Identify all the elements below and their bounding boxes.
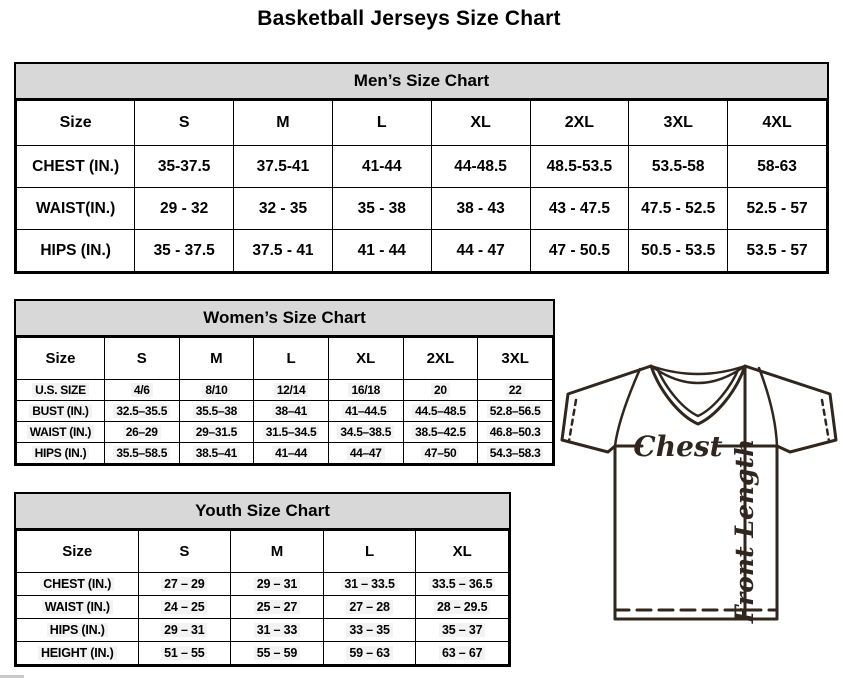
value-text: 63 – 67 xyxy=(439,646,485,660)
row-label xyxy=(17,146,135,188)
row-label-text: WAIST(IN.) xyxy=(36,199,116,217)
womens-table-grid xyxy=(16,337,553,464)
row-label xyxy=(17,596,139,619)
value-text: 26–29 xyxy=(123,425,161,439)
value-text: 48.5-53.5 xyxy=(546,157,613,175)
value-cell xyxy=(431,230,530,272)
value-cell xyxy=(234,188,333,230)
column-header: L xyxy=(323,531,416,573)
value-text: 47–50 xyxy=(421,446,459,460)
column-header: M xyxy=(231,531,324,573)
value-text: 47.5 - 52.5 xyxy=(641,199,716,217)
value-cell xyxy=(135,188,234,230)
value-cell xyxy=(478,422,553,443)
womens-size-chart-table xyxy=(14,299,555,466)
value-cell xyxy=(104,422,179,443)
value-text: 20 xyxy=(431,383,450,397)
value-cell xyxy=(138,596,231,619)
size-column-header: Size xyxy=(17,101,135,146)
value-cell xyxy=(231,596,324,619)
value-text: 16/18 xyxy=(348,383,383,397)
value-text: 29 – 31 xyxy=(161,623,207,637)
value-text: 41–44 xyxy=(272,446,310,460)
value-text: 32.5–35.5 xyxy=(113,404,170,418)
value-cell xyxy=(234,230,333,272)
value-cell xyxy=(328,380,403,401)
row-label xyxy=(17,401,105,422)
value-text: 53.5-58 xyxy=(651,157,705,175)
value-cell xyxy=(104,443,179,464)
row-label xyxy=(17,642,139,665)
value-text: 37.5 - 41 xyxy=(252,241,314,259)
row-label xyxy=(17,573,139,596)
value-cell xyxy=(179,401,254,422)
table-row xyxy=(17,422,553,443)
value-cell xyxy=(135,146,234,188)
table-row xyxy=(17,380,553,401)
value-cell xyxy=(179,443,254,464)
value-text: 38.5–42.5 xyxy=(412,425,469,439)
value-text: 37.5-41 xyxy=(256,157,310,175)
value-cell xyxy=(254,422,329,443)
value-text: 35.5–58.5 xyxy=(113,446,170,460)
column-header: S xyxy=(135,101,234,146)
value-cell xyxy=(254,380,329,401)
youth-size-chart-table xyxy=(14,492,511,667)
table-row xyxy=(17,401,553,422)
table-row xyxy=(17,642,509,665)
row-label-text: HEIGHT (IN.) xyxy=(38,646,117,660)
front-length-label: Front Length xyxy=(730,438,759,624)
value-text: 41-44 xyxy=(361,157,402,175)
jersey-outline xyxy=(562,366,836,619)
row-label-text: CHEST (IN.) xyxy=(40,577,114,591)
value-cell xyxy=(323,642,416,665)
value-text: 33 – 35 xyxy=(346,623,392,637)
value-text: 35-37.5 xyxy=(157,157,211,175)
value-cell xyxy=(328,401,403,422)
youth-table-grid xyxy=(16,530,509,665)
value-text: 24 – 25 xyxy=(161,600,207,614)
mens-table-grid xyxy=(16,100,827,272)
value-text: 41 - 44 xyxy=(357,241,406,259)
value-cell xyxy=(416,642,509,665)
row-label xyxy=(17,188,135,230)
column-header: S xyxy=(104,338,179,380)
value-text: 58-63 xyxy=(757,157,797,175)
value-text: 8/10 xyxy=(202,383,230,397)
table-row xyxy=(17,596,509,619)
stray-scrollbar-fragment xyxy=(0,675,24,678)
value-text: 35 – 37 xyxy=(439,623,485,637)
value-text: 31 – 33.5 xyxy=(341,577,397,591)
column-header: XL xyxy=(431,101,530,146)
table-row xyxy=(17,619,509,642)
value-text: 27 – 29 xyxy=(161,577,207,591)
value-text: 54.3–58.3 xyxy=(487,446,544,460)
value-cell xyxy=(403,401,478,422)
value-text: 46.8–50.3 xyxy=(487,425,544,439)
left-cuff-dashed-line xyxy=(569,400,576,441)
value-cell xyxy=(179,380,254,401)
value-cell xyxy=(416,619,509,642)
column-header: 2XL xyxy=(403,338,478,380)
value-text: 44.5–48.5 xyxy=(412,404,469,418)
mens-size-chart-table xyxy=(14,62,829,274)
value-text: 31.5–34.5 xyxy=(263,425,320,439)
value-text: 35.5–38 xyxy=(193,404,240,418)
right-sleeve-seam xyxy=(759,368,777,446)
value-text: 35 - 37.5 xyxy=(153,241,215,259)
value-text: 4/6 xyxy=(131,383,153,397)
value-cell xyxy=(728,230,827,272)
value-cell xyxy=(629,230,728,272)
value-text: 41–44.5 xyxy=(342,404,389,418)
table-row xyxy=(17,573,509,596)
value-cell xyxy=(431,146,530,188)
value-cell xyxy=(254,443,329,464)
table-row xyxy=(17,443,553,464)
value-text: 43 - 47.5 xyxy=(548,199,610,217)
value-text: 33.5 – 36.5 xyxy=(429,577,495,591)
column-header: L xyxy=(254,338,329,380)
value-cell xyxy=(478,443,553,464)
value-cell xyxy=(104,380,179,401)
value-text: 22 xyxy=(506,383,525,397)
value-cell xyxy=(135,230,234,272)
table-row xyxy=(17,146,827,188)
value-cell xyxy=(254,401,329,422)
value-text: 25 – 27 xyxy=(254,600,300,614)
value-text: 12/14 xyxy=(274,383,309,397)
value-cell xyxy=(231,573,324,596)
value-cell xyxy=(328,422,403,443)
column-header: 3XL xyxy=(478,338,553,380)
youth-table-title: Youth Size Chart xyxy=(16,494,509,530)
value-cell xyxy=(332,188,431,230)
value-cell xyxy=(332,146,431,188)
value-cell xyxy=(629,146,728,188)
value-text: 27 – 28 xyxy=(346,600,392,614)
value-cell xyxy=(530,146,629,188)
value-cell xyxy=(431,188,530,230)
value-text: 50.5 - 53.5 xyxy=(641,241,716,259)
table-row xyxy=(17,230,827,272)
womens-table-title: Women’s Size Chart xyxy=(16,301,553,337)
value-cell xyxy=(328,443,403,464)
value-cell xyxy=(530,188,629,230)
value-cell xyxy=(403,443,478,464)
value-text: 51 – 55 xyxy=(161,646,207,660)
value-cell xyxy=(403,422,478,443)
jersey-diagram xyxy=(556,358,842,679)
value-cell xyxy=(179,422,254,443)
value-cell xyxy=(416,573,509,596)
value-cell xyxy=(231,619,324,642)
right-cuff-dashed-line xyxy=(822,400,829,441)
column-header: S xyxy=(138,531,231,573)
value-text: 29 - 32 xyxy=(160,199,209,217)
page-title: Basketball Jerseys Size Chart xyxy=(257,7,561,30)
size-column-header: Size xyxy=(17,531,139,573)
row-label-text: U.S. SIZE xyxy=(32,383,89,397)
column-header: 4XL xyxy=(728,101,827,146)
value-cell xyxy=(332,230,431,272)
column-header: XL xyxy=(328,338,403,380)
value-text: 52.5 - 57 xyxy=(746,199,808,217)
value-cell xyxy=(104,401,179,422)
mens-table-title: Men’s Size Chart xyxy=(16,64,827,100)
value-cell xyxy=(416,596,509,619)
value-cell xyxy=(323,619,416,642)
row-label xyxy=(17,443,105,464)
value-cell xyxy=(728,146,827,188)
column-header: 3XL xyxy=(629,101,728,146)
value-cell xyxy=(323,573,416,596)
value-text: 31 – 33 xyxy=(254,623,300,637)
column-header: 2XL xyxy=(530,101,629,146)
row-label-text: HIPS (IN.) xyxy=(32,446,90,460)
value-cell xyxy=(231,642,324,665)
value-text: 38 - 43 xyxy=(456,199,505,217)
chest-label: Chest xyxy=(633,430,723,463)
value-cell xyxy=(728,188,827,230)
value-text: 44 - 47 xyxy=(456,241,505,259)
value-text: 35 - 38 xyxy=(357,199,406,217)
value-cell xyxy=(530,230,629,272)
collar-back-arc-1 xyxy=(651,366,745,374)
size-column-header: Size xyxy=(17,338,105,380)
value-cell xyxy=(323,596,416,619)
value-text: 32 - 35 xyxy=(258,199,308,217)
column-header: M xyxy=(179,338,254,380)
value-cell xyxy=(138,642,231,665)
value-cell xyxy=(629,188,728,230)
value-text: 52.8–56.5 xyxy=(487,404,544,418)
value-text: 53.5 - 57 xyxy=(746,241,808,259)
value-text: 28 – 29.5 xyxy=(434,600,490,614)
value-text: 44–47 xyxy=(347,446,385,460)
value-text: 47 - 50.5 xyxy=(548,241,610,259)
row-label xyxy=(17,230,135,272)
value-text: 29 – 31 xyxy=(254,577,300,591)
row-label-text: WAIST (IN.) xyxy=(42,600,113,614)
column-header: L xyxy=(332,101,431,146)
row-label-text: WAIST (IN.) xyxy=(27,425,94,439)
jersey-svg xyxy=(556,358,842,677)
row-label-text: BUST (IN.) xyxy=(29,404,91,418)
value-cell xyxy=(234,146,333,188)
value-cell xyxy=(403,380,478,401)
value-cell xyxy=(478,401,553,422)
value-cell xyxy=(478,380,553,401)
row-label xyxy=(17,619,139,642)
value-cell xyxy=(138,619,231,642)
row-label-text: CHEST (IN.) xyxy=(32,157,120,175)
column-header: M xyxy=(234,101,333,146)
value-cell xyxy=(138,573,231,596)
value-text: 55 – 59 xyxy=(254,646,300,660)
row-label-text: HIPS (IN.) xyxy=(47,623,108,637)
row-label-text: HIPS (IN.) xyxy=(40,241,111,259)
row-label xyxy=(17,380,105,401)
value-text: 34.5–38.5 xyxy=(337,425,394,439)
table-row xyxy=(17,188,827,230)
value-text: 38.5–41 xyxy=(193,446,240,460)
column-header: XL xyxy=(416,531,509,573)
row-label xyxy=(17,422,105,443)
value-text: 29–31.5 xyxy=(193,425,240,439)
value-text: 59 – 63 xyxy=(346,646,392,660)
value-text: 38–41 xyxy=(272,404,310,418)
value-text: 44-48.5 xyxy=(454,157,507,175)
